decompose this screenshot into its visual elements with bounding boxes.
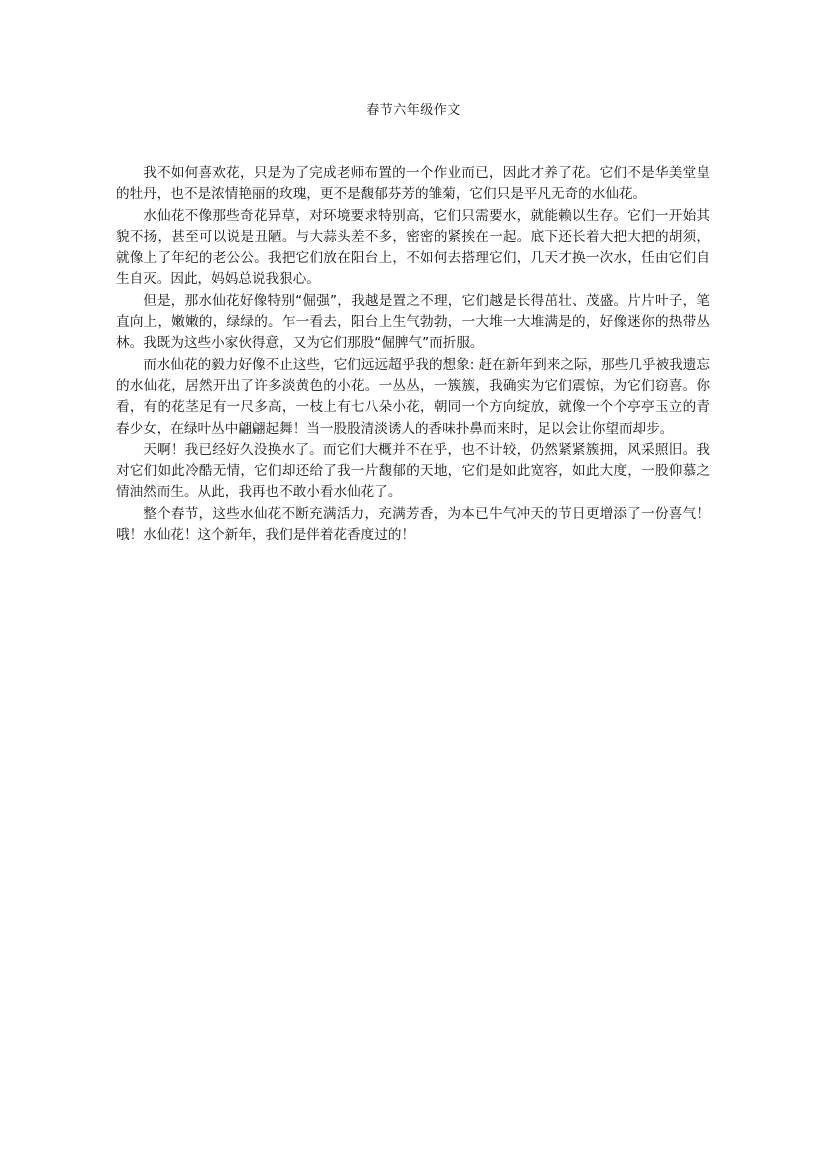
document-title: 春节六年级作文 — [366, 103, 461, 118]
paragraph: 整个春节，这些水仙花不断充满活力，充满芳香，为本已牛气冲天的节日更增添了一份喜气！哦！水仙花！这个新年，我们是伴着花香度过的！ — [116, 505, 710, 544]
paragraph: 而水仙花的毅力好像不止这些，它们远远超乎我的想象: 赶在新年到来之际，那些几乎被我遗忘的水仙花，居然开出了许多淡黄色的小花。一丛丛，一簇簇，我确实为它们震惊，为它们窃喜。你看，有的花茎足有一尺多高，一枝上有七八朵小花，朝同一个方向绽放，就像一个个亭亭玉立的青春少女，在绿叶丛中翩翩起舞！当一股股清淡诱人的香味扑鼻而来时，足以会让你望而却步。 — [116, 356, 710, 437]
paragraph: 我不如何喜欢花，只是为了完成老师布置的一个作业而已，因此才养了花。它们不是华美堂皇的牡丹，也不是浓情艳丽的玫瑰，更不是馥郁芬芳的雏菊，它们只是平凡无奇的水仙花。 — [116, 165, 710, 203]
document-body — [116, 163, 710, 546]
paragraph: 水仙花不像那些奇花异草，对环境要求特别高，它们只需要水，就能赖以生存。它们一开始其貌不扬，甚至可以说是丑陋。与大蒜头差不多，密密的紧挨在一起。底下还长着大把大把的胡须，就像上了年纪的老公公。我把它们放在阳台上，不如何去搭理它们，几天才换一次水，任由它们自生自灭。因此，妈妈总说我狠心。 — [116, 207, 710, 288]
paragraph: 天啊！我已经好久没换水了。而它们大概并不在乎，也不计较，仍然紧紧簇拥，风采照旧。我对它们如此冷酷无情，它们却还给了我一片馥郁的天地，它们是如此宽容，如此大度，一股仰慕之情油然而生。从此，我再也不敢小看水仙花了。 — [116, 441, 710, 501]
paragraph: 但是，那水仙花好像特别“倔强”，我越是置之不理，它们越是长得茁壮、茂盛。片片叶子，笔直向上，嫩嫩的，绿绿的。乍一看去，阳台上生气勃勃，一大堆一大堆满是的，好像迷你的热带丛林。我既为这些小家伙得意，又为它们那股“倔脾气”而折服。 — [116, 292, 710, 352]
